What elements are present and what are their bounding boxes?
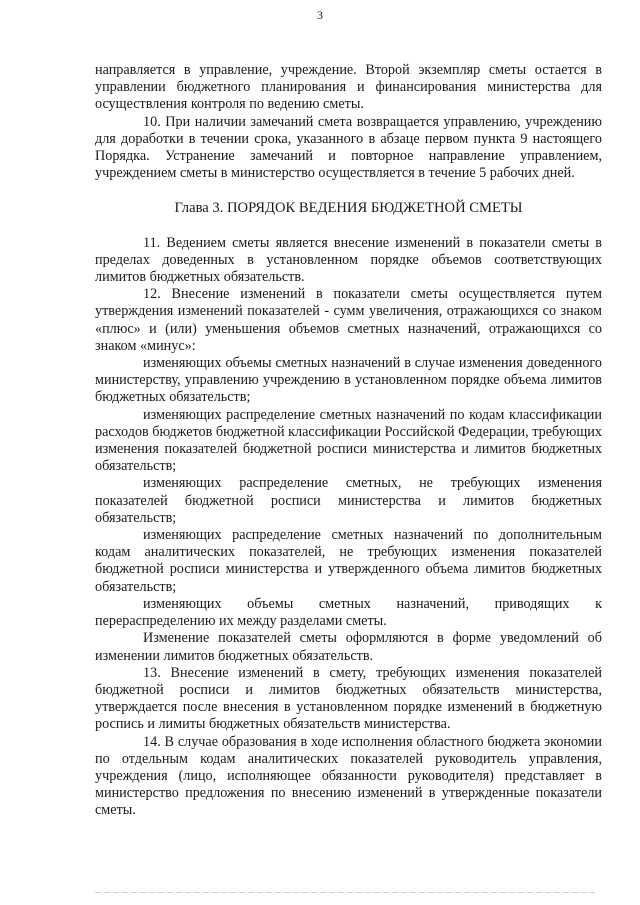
paragraph-10: 10. При наличии замечаний смета возвращается управлению, учреждению для доработки в течении срока, указанного в абзаце первом пункта 9 настоящего Порядка. Устранение замечаний и повторное направление управлением, учреждением сметы в министерство осуществляется в течение 5 рабочих дней. bbox=[95, 113, 602, 182]
paragraph-intro: направляется в управление, учреждение. Второй экземпляр сметы остается в управлении бюджетного планирования и финансирования министерства для осуществления контроля по ведению сметы. bbox=[95, 62, 602, 113]
paragraph-12-note: Изменение показателей сметы оформляются в форме уведомлений об изменении лимитов бюджетных обязательств. bbox=[95, 630, 602, 664]
paragraph-12-item-a: изменяющих объемы сметных назначений в случае изменения доведенного министерству, управлению учреждению в установленном порядке объема лимитов бюджетных обязательств; bbox=[95, 355, 602, 406]
paragraph-14: 14. В случае образования в ходе исполнения областного бюджета экономии по отдельным кодам аналитических показателей руководитель управления, учреждения (лицо, исполняющее обязанности руководителя) представляет в министерство предложения по внесению изменений в утвержденные показатели сметы. bbox=[95, 733, 602, 819]
scan-artifact-line bbox=[95, 892, 595, 893]
paragraph-12-item-c: изменяющих распределение сметных, не требующих изменения показателей бюджетной росписи министерства и лимитов бюджетных обязательств; bbox=[95, 475, 602, 526]
paragraph-12: 12. Внесение изменений в показатели сметы осуществляется путем утверждения изменений показателей - сумм увеличения, отражающихся со знаком «плюс» и (или) уменьшения объемов сметных назначений, отражающихся со знаком «минус»: bbox=[95, 286, 602, 354]
paragraph-12-item-e: изменяющих объемы сметных назначений, приводящих к перераспределению их между разделами сметы. bbox=[95, 595, 602, 630]
paragraph-13: 13. Внесение изменений в смету, требующих изменения показателей бюджетной росписи и лимитов бюджетных обязательств министерства, утверждается после внесения в установленном порядке изменений в бюджетную роспись и лимиты бюджетных обязательств министерства. bbox=[95, 664, 602, 733]
paragraph-12-item-b: изменяющих распределение сметных назначений по кодам классификации расходов бюджетов бюджетной классификации Российской Федерации, требующих изменения показателей бюджетной росписи министерства и лимитов бюджетных обязательств; bbox=[95, 406, 602, 475]
chapter-heading: Глава 3. ПОРЯДОК ВЕДЕНИЯ БЮДЖЕТНОЙ СМЕТЫ bbox=[174, 200, 523, 217]
paragraph-12-item-d: изменяющих распределение сметных назначений по дополнительным кодам аналитических показателей, не требующих изменения показателей бюджетной росписи министерства и утвержденного объема лимитов бюджетных обязательств; bbox=[95, 527, 602, 595]
document-body bbox=[95, 62, 602, 820]
paragraph-11: 11. Ведением сметы является внесение изменений в показатели сметы в пределах доведенных в установленном порядке объемов соответствующих лимитов бюджетных обязательств. bbox=[95, 234, 602, 286]
page-number: 3 bbox=[317, 8, 323, 22]
